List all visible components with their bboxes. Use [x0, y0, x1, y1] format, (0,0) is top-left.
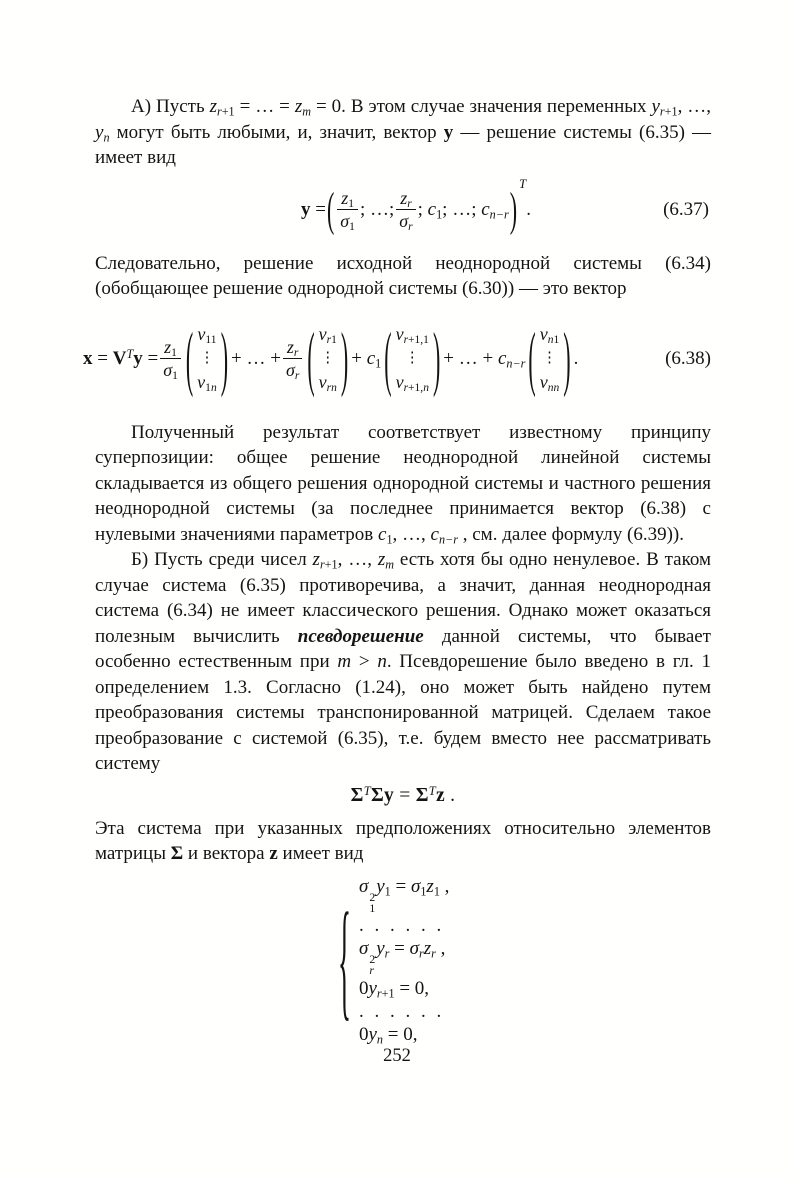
column-vector-v1	[185, 316, 229, 398]
eq638-plus-c1: + $c_1$	[351, 347, 382, 370]
vertical-dots: ⋮	[320, 350, 336, 366]
equation-6-37-body	[300, 175, 531, 236]
vertical-dots: ⋮	[542, 350, 558, 366]
page-content	[83, 94, 712, 1048]
vector-entry-bottom: $v_{r+1,n}$	[395, 372, 429, 395]
big-right-paren: )	[220, 316, 229, 398]
column-vector-vn	[527, 316, 571, 398]
eq638-plus-ellipsis-1: + … +	[231, 347, 281, 369]
paragraph-consequently: Следовательно, решение исходной неоднородной системы (6.34) (обобщающее решение однородной системы (6.30)) — это вектор	[95, 252, 711, 299]
vector-entry-bottom: $v_{1n}$	[197, 372, 217, 395]
system-line-dots-2: . . . . . .	[358, 1001, 445, 1023]
paragraph-superposition: Полученный результат соответствует известному принципу суперпозиции: общее решение неоднородной линейной системы складывается из общего решения однородной системы и частного решения неоднородной системы (за последнее принимается вектор (6.38) с нулевыми значениями параметров $c_1$, …, $c_{n-r}$ , см. далее формулу (6.39)).	[95, 421, 711, 546]
vector-entry-top: $v_{11}$	[197, 324, 217, 347]
system-lines	[359, 875, 449, 1048]
vector-entry-top: $v_{r1}$	[318, 324, 337, 347]
column-vector-vr	[306, 316, 349, 398]
transpose-superscript: T	[519, 175, 527, 191]
vertical-dots: ⋮	[199, 350, 215, 366]
big-right-paren: )	[563, 316, 571, 398]
eq637-lead: y =	[300, 198, 326, 220]
equation-6-37	[95, 177, 711, 243]
big-right-paren: )	[432, 316, 441, 398]
eq638-lead: $x = V^Ty$ =	[83, 346, 159, 369]
system-left-brace: {	[338, 885, 351, 1033]
fraction-z1-sigma1	[337, 187, 358, 234]
fraction-numerator: $z_r$	[286, 336, 299, 360]
fraction-z1-sigma1	[160, 336, 181, 383]
fraction-numerator: $z_r$	[400, 187, 412, 211]
vector-entries	[194, 324, 220, 395]
equation-sigma-transpose: $\Sigma^T\Sigma y = \Sigma^Tz$ .	[350, 783, 456, 806]
fraction-denominator: $\sigma_1$	[160, 358, 181, 380]
big-left-paren: (	[307, 316, 315, 398]
big-left-paren: (	[326, 181, 335, 236]
vertical-dots: ⋮	[404, 350, 420, 366]
fraction-numerator: $z_1$	[341, 187, 354, 211]
fraction-zr-sigmar	[396, 187, 415, 234]
paragraph-case-a: А) Пусть $z_{r+1}$ = … = $z_m = 0$. В этом случае значения переменных $y_{r+1}$, …, $y_n$ могут быть любыми, и, значит, вектор y — решение системы (6.35) — имеет вид	[95, 96, 712, 168]
system-of-equations	[338, 875, 711, 1048]
big-left-paren: (	[384, 316, 392, 398]
vector-entries	[537, 324, 563, 395]
fraction-denominator: $\sigma_1$	[337, 209, 358, 231]
system-line-4: $0y_n = 0$,	[358, 1024, 418, 1047]
big-right-paren: )	[509, 181, 518, 236]
vector-entries	[316, 324, 340, 395]
vector-entry-bottom: $v_{rn}$	[318, 372, 337, 395]
eq637-tail: ; $c_1$; …; $c_{n-r}$	[417, 198, 509, 221]
fraction-denominator: $\sigma_r$	[283, 358, 302, 380]
big-left-paren: (	[528, 316, 536, 398]
fraction-denominator: $\sigma_r$	[396, 209, 415, 231]
column-vector-vr1	[383, 316, 441, 398]
equation-number-6-38: (6.38)	[665, 347, 711, 369]
eq637-period: .	[526, 198, 531, 220]
system-line-2: σ 2 r $y_r = \sigma_rz_r$ ,	[358, 937, 446, 978]
eq638-period: .	[573, 347, 579, 369]
system-line-1: σ 2 1 $y_1 = \sigma_1z_1$ ,	[358, 875, 450, 915]
vector-entry-bottom: $v_{nn}$	[539, 372, 560, 395]
paragraph-case-b: Б) Пусть среди чисел $z_{r+1}$, …, $z_m$ есть хотя бы одно ненулевое. В таком случае система (6.35) противоречива, а значит, данная неоднородная система (6.34) не имеет классического решения. Однако может оказаться полезным вычислить псевдорешение данной системы, что бывает особенно естественным при m > n. Псевдорешение было введено в гл. 1 определением 1.3. Согласно (1.24), оно может быть найдено путем преобразования системы транспонированной матрицей. Сделаем такое преобразование с системой (6.35), т.е. будем вместо нее рассматривать систему	[95, 549, 712, 774]
eq638-plus-cnr: + … + $c_{n-r}$	[443, 347, 526, 370]
eq637-separator: ; …;	[359, 198, 395, 220]
big-right-paren: )	[340, 316, 349, 398]
paragraph-this-system: Эта система при указанных предположениях относительно элементов матрицы Σ и вектора z имеет вид	[95, 817, 711, 864]
page-number: 252	[383, 1046, 411, 1066]
big-left-paren: (	[185, 316, 194, 398]
equation-6-38	[83, 308, 711, 410]
vector-entry-top: $v_{r+1,1}$	[395, 324, 429, 347]
system-line-dots-1: . . . . . .	[358, 914, 445, 936]
system-line-3: $0y_{r+1} = 0$,	[358, 977, 430, 1001]
vector-entry-top: $v_{n1}$	[539, 324, 560, 347]
equation-number-6-37: (6.37)	[663, 198, 709, 220]
fraction-numerator: $z_1$	[164, 336, 177, 360]
fraction-zr-sigmar	[283, 336, 302, 383]
vector-entries	[393, 324, 432, 395]
